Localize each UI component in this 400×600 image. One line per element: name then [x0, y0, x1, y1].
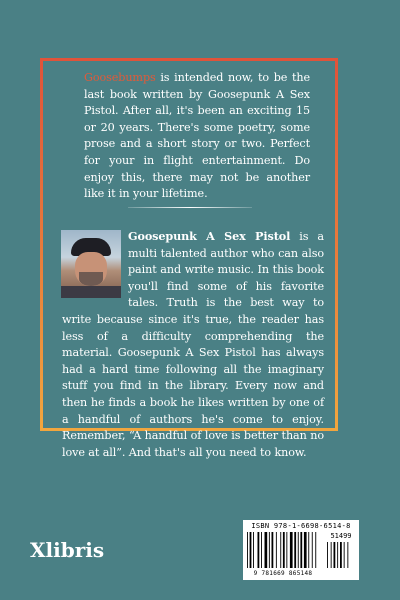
bio-text: is a multi talented author who can also paint and write music. In this book you'll find some of his favorite tales. Truth is the best way to write because since it's true, the reader has less of a difficulty comprehending the material. Goosepunk A Sex Pistol has always had a hard time following all the imaginary stuff you find in the library. Every now and then he finds a book he likes written by one of a handful of authors he's come to enjoy. Remember, “A handful of love is better than no love at all”. And that's all you need to know. — [62, 230, 324, 459]
author-name: Goosepunk A Sex Pistol — [128, 229, 291, 243]
photo-spacer — [62, 228, 128, 298]
blurb-text: is intended now, to be the last book written by Goosepunk A Sex Pistol. After all, it's been an exciting 15 or 20 years. There's some poetry, some prose and a short story or two. Perfect for your in flight entertainment. Do enjoy this, there may not be another like it in your lifetime. — [84, 71, 310, 201]
book-blurb — [84, 70, 310, 203]
book-title-word: Goosebumps — [84, 71, 156, 84]
barcode-addon: 51499 — [330, 532, 352, 540]
barcode — [243, 520, 359, 580]
isbn-text: ISBN 978-1-6698-6514-8 — [251, 522, 351, 530]
publisher-logo: Xlibris — [30, 538, 105, 562]
author-bio — [62, 228, 324, 461]
divider-line — [128, 207, 252, 208]
barcode-ean: 9 781669 865148 — [253, 570, 313, 577]
